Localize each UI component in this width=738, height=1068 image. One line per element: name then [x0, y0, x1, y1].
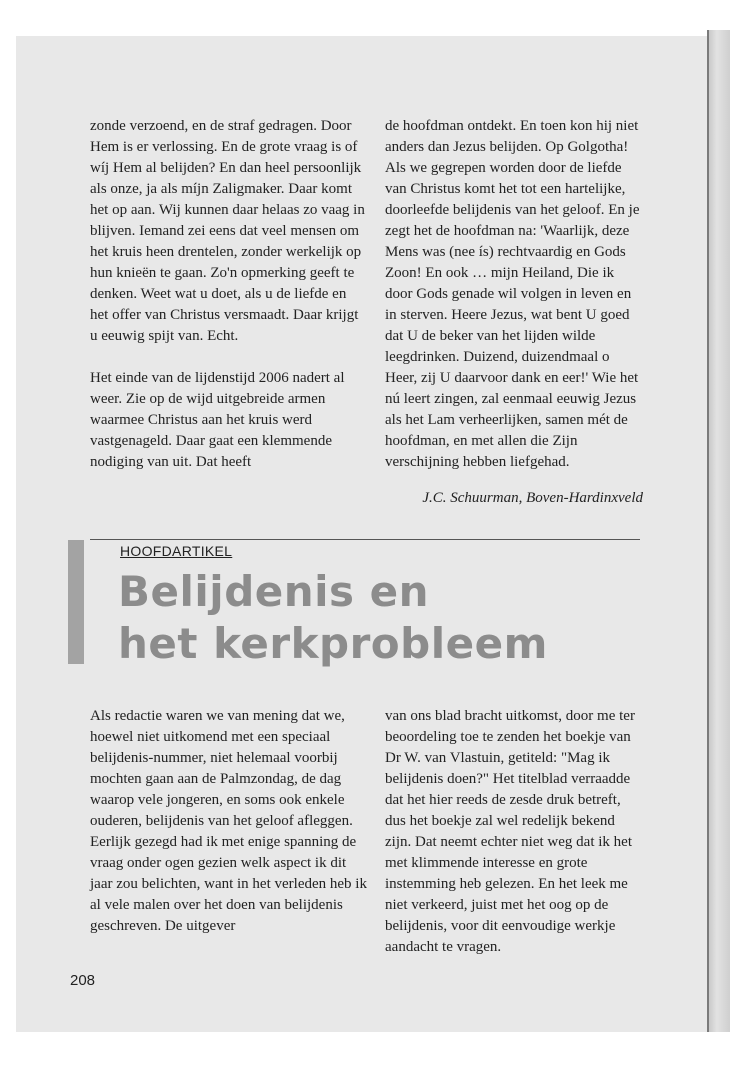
- paragraph: van ons blad bracht uitkomst, door me ter beoordeling toe te zenden het boekje van Dr W. van Vlastuin, getiteld: "Mag ik belijdenis doen?" Het titelblad verraadde dat het hier reeds de zesde druk betreft, dus het boekje zal wel redelijk bekend zijn. Dat neemt echter niet weg dat ik het met klimmende interesse en grote instemming heb gelezen. En het leek me niet verkeerd, juist met het oog op de belijdenis, voor dit eenvoudige werkje aandacht te vragen.: [385, 708, 635, 955]
- headline-line-2: het kerkprobleem: [118, 619, 548, 668]
- section-label: HOOFDARTIKEL: [120, 543, 233, 559]
- headline-line-1: Belijdenis en: [118, 567, 430, 616]
- article-top-right-column: [385, 116, 641, 473]
- paragraph: Het einde van de lijdenstijd 2006 nadert al weer. Zie op de wijd uitgebreide armen waarmee Christus aan het kruis werd vastgenageld. Daar gaat een klemmende nodiging van uit. Dat heeft: [90, 370, 345, 470]
- article-bottom-left-column: [90, 706, 368, 937]
- paragraph: Als redactie waren we van mening dat we, hoewel niet uitkomend met een speciaal belijdenis-nummer, niet helemaal voorbij mochten gaan aan de Palmzondag, de dag waarop vele jongeren, en soms ook enkele ouderen, belijdenis van het geloof afleggen. Eerlijk gezegd had ik met enige spanning de vraag onder ogen gezien welk aspect ik dit jaar zou belichten, want in het verleden heb ik al vele malen over het doen van belijdenis geschreven. De uitgever: [90, 708, 367, 934]
- article-headline: [118, 566, 548, 670]
- paragraph: zonde verzoend, en de straf gedragen. Door Hem is er verlossing. En de grote vraag is of wíj Hem al belijden? En dan heel persoonlijk als onze, ja als míjn Zaligmaker. Daar komt het op aan. Wij kunnen daar helaas zo vaag in blijven. Iemand zei eens dat veel mensen om het kruis heen drentelen, zonder werkelijk op hun knieën te gaan. Zo'n opmerking geeft te denken. Weet wat u doet, als u de liefde en het offer van Christus versmaadt. Daar krijgt u eeuwig spijt van. Echt.: [90, 118, 365, 344]
- paragraph: de hoofdman ontdekt. En toen kon hij niet anders dan Jezus belijden. Op Golgotha! Als we gegrepen worden door de liefde van Christus komt het tot een hartelijke, doorleefde belijdenis van het geloof. En je zegt het de hoofdman na: 'Waarlijk, deze Mens was (nee ís) rechtvaardig en Gods Zoon! En ook … mijn Heiland, Die ik door Gods genade wil volgen in leven en in sterven. Heere Jezus, wat bent U goed dat U de beker van het lijden wilde leegdrinken. Duizend, duizendmaal o Heer, zij U daarvoor dank en eer!' Wie het nú leert zingen, zal eenmaal eeuwig Jezus als het Lam verheerlijken, samen mét de hoofdman, en met allen die Zijn verschijning hebben liefgehad.: [385, 118, 640, 470]
- author-signature: J.C. Schuurman, Boven-Hardinxveld: [422, 490, 643, 506]
- section-divider: [90, 539, 640, 540]
- page-fold-line: [707, 30, 709, 1032]
- article-top-left-column: [90, 116, 368, 473]
- page-number: 208: [70, 972, 96, 989]
- section-accent-bar: [68, 540, 84, 664]
- article-bottom-right-column: [385, 706, 641, 958]
- page-edge: [708, 30, 730, 1032]
